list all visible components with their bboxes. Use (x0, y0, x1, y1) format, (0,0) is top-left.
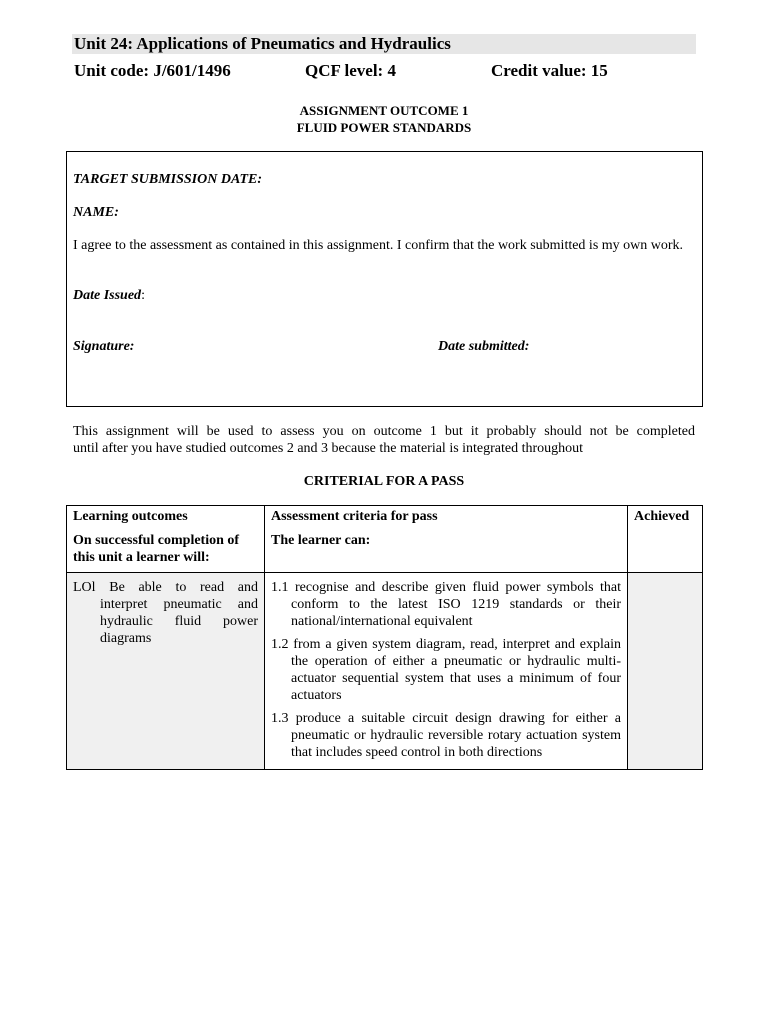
assessment-criteria-header: Assessment criteria for pass (265, 506, 628, 533)
unit-code: Unit code: J/601/1496 (74, 61, 231, 80)
assignment-topic-heading: FLUID POWER STANDARDS (296, 120, 472, 135)
target-submission-label: TARGET SUBMISSION DATE: (73, 172, 263, 187)
criteria-heading: CRITERIAL FOR A PASS (303, 474, 465, 489)
criteria-header-row (67, 506, 703, 533)
assessment-criteria-cell (265, 573, 628, 770)
intro-line-1: This assignment will be used to assess you on outcome 1 but it probably should not be completed (73, 424, 695, 439)
criterion-item: 1.2 from a given system diagram, read, interpret and explain the operation of either a pneumatic or hydraulic multi-actuator sequential system that uses a minimum of four actuators (271, 637, 621, 703)
signature-label: Signature: (73, 339, 135, 354)
submission-info-box (66, 151, 703, 407)
learning-outcome-text: LOl Be able to read and interpret pneumatic and hydraulic fluid power diagrams (73, 580, 258, 646)
intro-line-2: until after you have studied outcomes 2 and 3 because the material is integrated throughout (73, 441, 584, 456)
criteria-subheader-row (67, 532, 703, 573)
learning-outcomes-header: Learning outcomes (67, 506, 265, 533)
date-issued-colon: : (141, 288, 145, 303)
criteria-table (66, 505, 703, 770)
qcf-level: QCF level: 4 (305, 61, 396, 80)
learning-outcomes-subheader: On successful completion of this unit a learner will: (67, 532, 265, 573)
date-submitted-label: Date submitted: (438, 339, 530, 354)
date-issued (73, 287, 145, 304)
credit-value: Credit value: 15 (491, 61, 608, 80)
intro-paragraph (73, 423, 695, 457)
assignment-outcome-heading: ASSIGNMENT OUTCOME 1 (299, 103, 469, 118)
unit-title: Unit 24: Applications of Pneumatics and Hydraulics (72, 34, 696, 54)
date-issued-label: Date Issued (73, 288, 142, 303)
achieved-header: Achieved (628, 506, 703, 573)
agreement-text: I agree to the assessment as contained in this assignment. I confirm that the work submitted is my own work. (73, 238, 684, 253)
achieved-cell (628, 573, 703, 770)
criteria-body-row (67, 573, 703, 770)
learning-outcome-cell (67, 573, 265, 770)
criterion-item: 1.1 recognise and describe given fluid power symbols that conform to the latest ISO 1219 standards or their national/international equivalent (271, 580, 621, 629)
assessment-criteria-subheader: The learner can: (265, 532, 628, 573)
criterion-item: 1.3 produce a suitable circuit design drawing for either a pneumatic or hydraulic reversible rotary actuation system that includes speed control in both directions (271, 711, 621, 760)
name-label: NAME: (73, 205, 119, 220)
